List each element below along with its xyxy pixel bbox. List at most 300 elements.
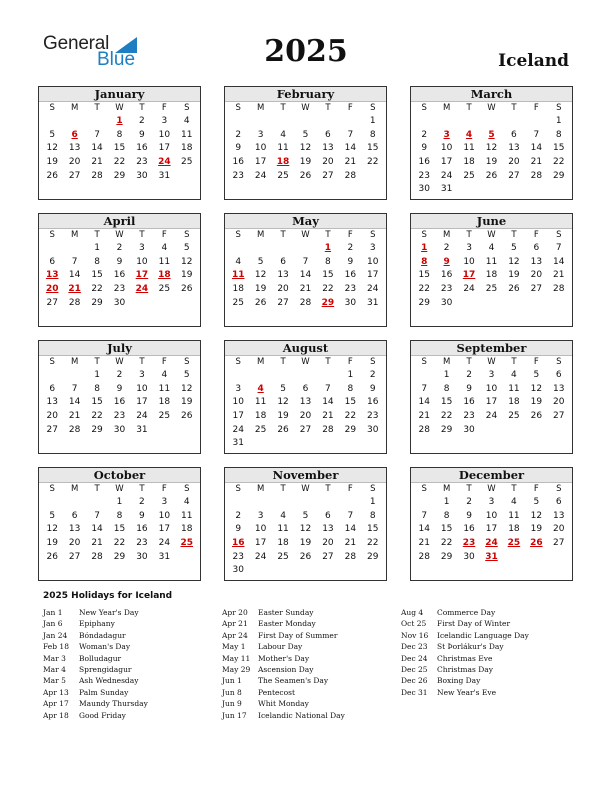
holiday-date: Dec 26 <box>401 676 428 686</box>
empty-cell <box>413 496 435 510</box>
empty-cell <box>272 369 294 383</box>
day-cell: 12 <box>46 143 58 154</box>
day-cell: 20 <box>553 397 565 408</box>
weekday-header: M <box>442 484 451 494</box>
holiday-entry <box>222 641 402 652</box>
day-cell: 3 <box>161 497 168 507</box>
holiday-name: First Day of Summer <box>258 630 338 640</box>
month-days-grid <box>39 356 200 437</box>
day-cell: 12 <box>530 383 543 394</box>
day-cell: 8 <box>347 383 354 394</box>
day-cell: 22 <box>418 284 430 295</box>
weekday-header: S <box>421 484 427 494</box>
day-cell: 6 <box>511 129 517 140</box>
day-cell: 19 <box>46 538 58 549</box>
month-name: January <box>39 87 200 102</box>
weekday-header: T <box>466 230 472 240</box>
day-cell: 31 <box>440 184 453 195</box>
month-name: September <box>411 341 572 356</box>
day-cell: 1 <box>347 370 354 380</box>
weekday-header: S <box>49 484 55 494</box>
day-cell: 5 <box>183 370 190 380</box>
day-cell: 17 <box>485 397 498 408</box>
weekday-header: S <box>556 103 562 113</box>
day-cell: 26 <box>181 411 193 422</box>
day-cell: 2 <box>235 510 242 521</box>
holiday-entry <box>43 710 223 721</box>
month-days-grid <box>225 483 386 578</box>
weekday-header: W <box>115 484 124 494</box>
day-cell: 5 <box>533 497 540 507</box>
weekday-header: F <box>347 357 353 367</box>
day-cell: 4 <box>161 243 168 253</box>
day-cell: 21 <box>68 411 81 422</box>
day-cell: 14 <box>344 524 357 535</box>
day-cell: 14 <box>299 270 312 281</box>
holiday-day-cell: 24 <box>135 284 149 295</box>
day-cell: 10 <box>158 510 171 521</box>
weekday-header: W <box>115 103 124 113</box>
holidays-column <box>222 607 402 721</box>
day-cell: 26 <box>277 424 289 435</box>
day-cell: 6 <box>555 497 562 507</box>
day-cell: 23 <box>232 551 244 562</box>
holiday-name: Icelandic National Day <box>258 710 345 720</box>
weekday-header: T <box>325 103 331 113</box>
day-cell: 31 <box>136 424 148 435</box>
day-cell: 9 <box>139 129 145 140</box>
day-cell: 5 <box>302 510 309 521</box>
day-cell: 13 <box>553 510 565 521</box>
weekday-header: F <box>161 230 167 240</box>
month-name: April <box>39 214 200 229</box>
day-cell: 22 <box>553 157 565 168</box>
day-cell: 11 <box>463 143 475 154</box>
weekday-header: T <box>139 103 145 113</box>
day-cell: 4 <box>235 256 242 267</box>
day-cell: 7 <box>94 129 100 140</box>
day-cell: 26 <box>299 551 312 562</box>
holiday-date: Jun 1 <box>222 676 242 686</box>
day-cell: 13 <box>277 270 289 281</box>
day-cell: 10 <box>254 143 267 154</box>
weekday-header: F <box>347 230 353 240</box>
day-cell: 28 <box>91 551 103 562</box>
day-cell: 31 <box>232 438 244 449</box>
holiday-date: Nov 16 <box>401 630 429 640</box>
weekday-header: F <box>161 357 167 367</box>
weekday-header: S <box>235 357 241 367</box>
holiday-date: Jan 24 <box>43 630 68 640</box>
day-cell: 15 <box>440 524 453 535</box>
empty-cell <box>294 369 316 383</box>
day-cell: 3 <box>139 370 145 380</box>
day-cell: 22 <box>91 284 103 295</box>
day-cell: 20 <box>299 411 312 422</box>
weekday-header: S <box>49 357 55 367</box>
holiday-day-cell: 18 <box>158 270 171 281</box>
day-cell: 8 <box>116 510 123 521</box>
day-cell: 7 <box>71 256 78 267</box>
day-cell: 12 <box>299 143 312 154</box>
day-cell: 16 <box>113 397 126 408</box>
day-cell: 15 <box>418 270 430 281</box>
day-cell: 4 <box>488 243 495 253</box>
empty-cell <box>249 369 271 383</box>
holiday-entry <box>43 618 223 629</box>
holiday-entry <box>43 653 223 664</box>
day-cell: 28 <box>344 551 357 562</box>
empty-cell <box>503 115 525 129</box>
holiday-date: Apr 21 <box>222 619 248 629</box>
holiday-day-cell: 21 <box>68 284 81 295</box>
day-cell: 10 <box>136 256 148 267</box>
day-cell: 18 <box>463 157 475 168</box>
day-cell: 16 <box>463 397 475 408</box>
holiday-entry <box>401 630 581 641</box>
day-cell: 24 <box>440 170 453 181</box>
day-cell: 25 <box>232 297 244 308</box>
weekday-header: T <box>466 484 472 494</box>
day-cell: 30 <box>113 297 126 308</box>
day-cell: 28 <box>344 170 357 181</box>
day-cell: 12 <box>46 524 58 535</box>
day-cell: 6 <box>49 383 56 394</box>
day-cell: 24 <box>232 424 244 435</box>
day-cell: 7 <box>94 510 100 521</box>
holiday-date: Dec 23 <box>401 642 428 652</box>
weekday-header: M <box>256 103 265 113</box>
day-cell: 19 <box>277 411 289 422</box>
holiday-name: Boxing Day <box>437 676 481 686</box>
day-cell: 15 <box>344 397 357 408</box>
day-cell: 23 <box>440 284 453 295</box>
day-cell: 9 <box>466 383 472 394</box>
month-june <box>410 213 573 327</box>
day-cell: 15 <box>113 143 126 154</box>
month-days-grid <box>225 229 386 310</box>
day-cell: 5 <box>49 510 56 521</box>
day-cell: 12 <box>299 524 312 535</box>
holiday-date: Apr 13 <box>43 687 69 697</box>
day-cell: 21 <box>418 411 430 422</box>
day-cell: 26 <box>181 284 193 295</box>
holiday-entry <box>401 618 581 629</box>
weekday-header: T <box>94 230 100 240</box>
day-cell: 3 <box>257 510 264 521</box>
day-cell: 8 <box>116 129 123 140</box>
day-cell: 9 <box>466 510 472 521</box>
holiday-date: Dec 25 <box>401 664 428 674</box>
day-cell: 3 <box>466 243 472 253</box>
day-cell: 5 <box>302 129 309 140</box>
holiday-day-cell: 16 <box>231 538 245 549</box>
holiday-day-cell: 4 <box>257 383 264 394</box>
day-cell: 9 <box>347 256 354 267</box>
empty-cell <box>227 115 249 129</box>
holiday-name: Ash Wednesday <box>79 676 139 686</box>
day-cell: 17 <box>254 157 267 168</box>
weekday-header: T <box>280 103 286 113</box>
day-cell: 19 <box>530 397 543 408</box>
day-cell: 29 <box>418 297 430 308</box>
day-cell: 24 <box>136 411 148 422</box>
empty-cell <box>339 496 361 510</box>
holiday-name: Mother's Day <box>258 653 310 663</box>
weekday-header: M <box>442 230 451 240</box>
holiday-day-cell: 3 <box>443 129 450 140</box>
day-cell: 18 <box>508 397 520 408</box>
logo-text-blue: Blue <box>97 49 136 70</box>
month-days-grid <box>39 102 200 183</box>
day-cell: 9 <box>116 383 123 394</box>
weekday-header: T <box>325 484 331 494</box>
day-cell: 13 <box>322 524 334 535</box>
day-cell: 25 <box>254 424 267 435</box>
holidays-column <box>401 607 581 698</box>
holiday-date: Mar 5 <box>43 676 66 686</box>
day-cell: 24 <box>463 284 475 295</box>
day-cell: 28 <box>322 424 334 435</box>
holiday-entry <box>43 641 223 652</box>
day-cell: 19 <box>299 157 312 168</box>
day-cell: 1 <box>369 497 376 507</box>
weekday-header: S <box>421 103 427 113</box>
day-cell: 10 <box>254 524 267 535</box>
day-cell: 23 <box>113 411 126 422</box>
weekday-header: T <box>280 357 286 367</box>
day-cell: 1 <box>443 497 450 507</box>
holiday-day-cell: 31 <box>485 551 498 562</box>
holiday-name: Good Friday <box>79 710 126 720</box>
day-cell: 29 <box>344 424 357 435</box>
day-cell: 27 <box>46 424 58 435</box>
day-cell: 8 <box>369 510 376 521</box>
weekday-header: M <box>70 103 79 113</box>
day-cell: 4 <box>183 497 190 507</box>
day-cell: 28 <box>553 284 565 295</box>
day-cell: 23 <box>232 170 244 181</box>
holiday-day-cell: 17 <box>135 270 149 281</box>
holiday-date: Jan 6 <box>43 619 63 629</box>
holiday-entry <box>43 664 223 675</box>
holiday-name: Epiphany <box>79 619 115 629</box>
weekday-header: M <box>256 484 265 494</box>
day-cell: 23 <box>113 284 126 295</box>
holiday-date: Aug 4 <box>401 608 424 617</box>
holiday-name: Whit Monday <box>258 699 309 709</box>
holiday-day-cell: 18 <box>276 157 290 168</box>
weekday-header: S <box>184 484 190 494</box>
day-cell: 19 <box>530 524 543 535</box>
day-cell: 12 <box>530 510 543 521</box>
day-cell: 20 <box>508 157 520 168</box>
weekday-header: T <box>139 230 145 240</box>
holiday-entry <box>401 641 581 652</box>
day-cell: 20 <box>553 524 565 535</box>
day-cell: 6 <box>533 243 540 253</box>
weekday-header: T <box>94 357 100 367</box>
month-name: February <box>225 87 386 102</box>
holiday-date: Apr 24 <box>222 630 248 640</box>
holiday-name: Easter Sunday <box>258 608 314 617</box>
holiday-name: Woman's Day <box>79 642 131 652</box>
day-cell: 4 <box>280 129 286 140</box>
day-cell: 22 <box>440 411 453 422</box>
day-cell: 15 <box>553 143 565 154</box>
day-cell: 11 <box>508 383 520 394</box>
holiday-name: Palm Sunday <box>79 687 129 697</box>
day-cell: 16 <box>440 270 453 281</box>
day-cell: 25 <box>181 157 193 168</box>
day-cell: 7 <box>302 256 309 267</box>
holiday-day-cell: 8 <box>421 256 428 267</box>
day-cell: 30 <box>344 297 357 308</box>
empty-cell <box>294 496 316 510</box>
day-cell: 20 <box>322 157 334 168</box>
holiday-name: Labour Day <box>258 642 303 652</box>
day-cell: 26 <box>508 284 520 295</box>
day-cell: 27 <box>68 170 81 181</box>
empty-cell <box>41 242 63 256</box>
day-cell: 10 <box>440 143 453 154</box>
day-cell: 30 <box>440 297 453 308</box>
day-cell: 2 <box>116 243 123 253</box>
holiday-day-cell: 11 <box>231 270 245 281</box>
day-cell: 23 <box>367 411 379 422</box>
empty-cell <box>317 115 339 129</box>
day-cell: 19 <box>181 397 193 408</box>
holiday-name: Easter Monday <box>258 619 316 629</box>
empty-cell <box>227 496 249 510</box>
weekday-header: W <box>487 484 496 494</box>
empty-cell <box>525 115 547 129</box>
month-january <box>38 86 201 200</box>
holiday-entry <box>43 630 223 641</box>
day-cell: 21 <box>299 284 312 295</box>
day-cell: 30 <box>113 424 126 435</box>
day-cell: 8 <box>443 383 450 394</box>
holiday-day-cell: 26 <box>530 538 543 549</box>
day-cell: 11 <box>181 510 193 521</box>
day-cell: 17 <box>158 524 171 535</box>
day-cell: 27 <box>299 424 312 435</box>
day-cell: 9 <box>421 143 428 154</box>
empty-cell <box>272 242 294 256</box>
day-cell: 16 <box>463 524 475 535</box>
holiday-entry <box>222 687 402 698</box>
day-cell: 8 <box>369 129 376 140</box>
day-cell: 6 <box>71 510 78 521</box>
day-cell: 30 <box>418 184 430 195</box>
empty-cell <box>294 115 316 129</box>
month-name: May <box>225 214 386 229</box>
holiday-date: May 11 <box>222 653 251 663</box>
day-cell: 15 <box>322 270 334 281</box>
day-cell: 6 <box>325 510 331 521</box>
day-cell: 19 <box>485 157 498 168</box>
day-cell: 11 <box>158 383 171 394</box>
day-cell: 3 <box>235 383 242 394</box>
holiday-name: Bóndadagur <box>79 630 126 640</box>
day-cell: 7 <box>533 129 540 140</box>
day-cell: 15 <box>440 397 453 408</box>
holiday-day-cell: 13 <box>45 270 59 281</box>
weekday-header: S <box>184 103 190 113</box>
day-cell: 15 <box>91 270 103 281</box>
day-cell: 22 <box>113 157 126 168</box>
day-cell: 21 <box>553 270 565 281</box>
day-cell: 12 <box>277 397 289 408</box>
day-cell: 22 <box>367 157 379 168</box>
day-cell: 6 <box>280 256 286 267</box>
weekday-header: M <box>256 357 265 367</box>
day-cell: 25 <box>277 551 289 562</box>
day-cell: 14 <box>553 256 565 267</box>
holiday-name: Christmas Day <box>437 664 493 674</box>
day-cell: 11 <box>277 143 289 154</box>
holiday-date: Feb 18 <box>43 642 69 652</box>
country-name: Iceland <box>498 51 569 71</box>
holiday-name: Sprengidagur <box>79 664 132 674</box>
day-cell: 14 <box>322 397 334 408</box>
weekday-header: W <box>301 484 310 494</box>
day-cell: 20 <box>68 538 81 549</box>
holiday-entry <box>222 653 402 664</box>
month-december <box>410 467 573 581</box>
weekday-header: S <box>49 230 55 240</box>
month-days-grid <box>225 102 386 183</box>
day-cell: 26 <box>299 170 312 181</box>
day-cell: 27 <box>322 170 334 181</box>
day-cell: 5 <box>49 129 56 140</box>
day-cell: 29 <box>440 551 453 562</box>
weekday-header: W <box>487 357 496 367</box>
day-cell: 29 <box>553 170 565 181</box>
day-cell: 12 <box>181 256 193 267</box>
day-cell: 5 <box>511 243 517 253</box>
weekday-header: M <box>70 357 79 367</box>
day-cell: 17 <box>254 538 267 549</box>
day-cell: 11 <box>508 510 520 521</box>
day-cell: 30 <box>136 551 148 562</box>
day-cell: 25 <box>463 170 475 181</box>
day-cell: 29 <box>113 170 126 181</box>
holiday-day-cell: 6 <box>71 129 78 140</box>
day-cell: 28 <box>530 170 543 181</box>
day-cell: 29 <box>367 551 379 562</box>
day-cell: 13 <box>322 143 334 154</box>
day-cell: 10 <box>463 256 475 267</box>
weekday-header: S <box>184 357 190 367</box>
day-cell: 18 <box>181 143 193 154</box>
day-cell: 17 <box>232 411 244 422</box>
day-cell: 27 <box>530 284 543 295</box>
empty-cell <box>63 496 85 510</box>
day-cell: 2 <box>235 129 242 140</box>
day-cell: 15 <box>367 524 379 535</box>
weekday-header: T <box>466 357 472 367</box>
day-cell: 18 <box>181 524 193 535</box>
day-cell: 16 <box>232 157 244 168</box>
day-cell: 27 <box>322 551 334 562</box>
empty-cell <box>86 496 108 510</box>
day-cell: 2 <box>466 497 472 507</box>
month-name: December <box>411 468 572 483</box>
holiday-day-cell: 29 <box>321 297 335 308</box>
weekday-header: F <box>161 103 167 113</box>
holiday-name: Ascension Day <box>258 664 314 674</box>
